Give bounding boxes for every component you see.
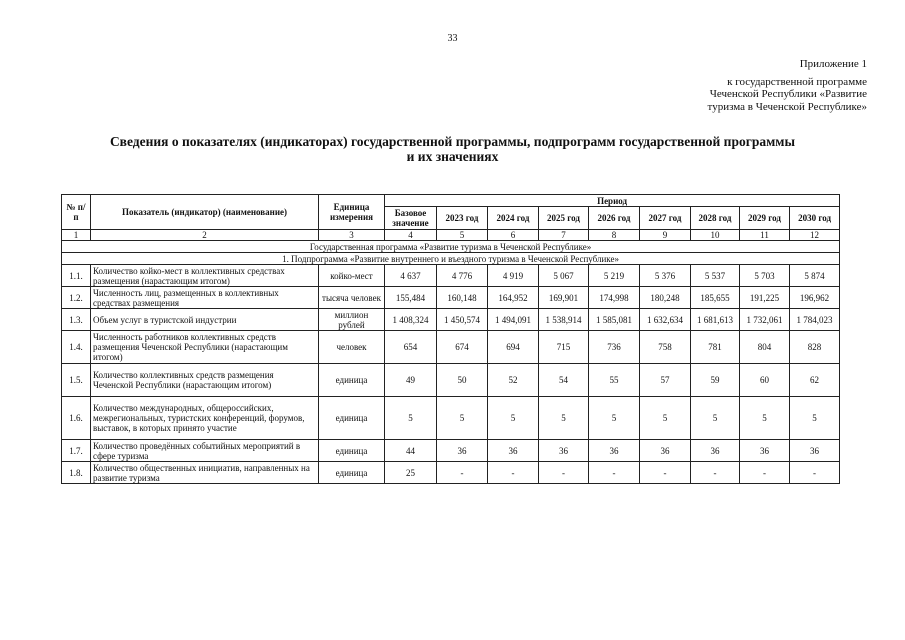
value-cell: 5 — [790, 397, 840, 440]
row-number: 1.5. — [62, 364, 91, 397]
unit-cell: тысяча человек — [319, 287, 385, 309]
column-number: 10 — [691, 230, 740, 241]
table-row — [62, 397, 840, 440]
header-year: 2025 год — [539, 207, 589, 230]
value-cell: 804 — [740, 331, 790, 364]
unit-cell: единица — [319, 397, 385, 440]
column-number: 8 — [589, 230, 640, 241]
value-cell: 54 — [539, 364, 589, 397]
row-number: 1.1. — [62, 265, 91, 287]
value-cell: 36 — [437, 440, 488, 462]
value-cell: 5 — [589, 397, 640, 440]
value-cell: 5 — [539, 397, 589, 440]
header-base: Базовое значение — [385, 207, 437, 230]
column-number: 4 — [385, 230, 437, 241]
appendix-line: Чеченской Республики «Развитие — [709, 88, 867, 100]
value-cell: - — [437, 462, 488, 484]
value-cell: 5 219 — [589, 265, 640, 287]
table-row — [62, 462, 840, 484]
column-number: 12 — [790, 230, 840, 241]
appendix-line: туризма в Чеченской Республике» — [707, 100, 867, 113]
subprogram-row — [62, 253, 840, 265]
header-year: 2030 год — [790, 207, 840, 230]
header-year: 2023 год — [437, 207, 488, 230]
value-cell: 5 — [691, 397, 740, 440]
value-cell: 36 — [488, 440, 539, 462]
value-cell: 781 — [691, 331, 740, 364]
column-number: 1 — [62, 230, 91, 241]
value-cell: 1 408,324 — [385, 309, 437, 331]
value-cell: 55 — [589, 364, 640, 397]
header-num: № п/п — [62, 195, 91, 230]
value-cell: 828 — [790, 331, 840, 364]
value-cell: - — [589, 462, 640, 484]
value-cell: 191,225 — [740, 287, 790, 309]
appendix-line: к государственной программе — [727, 75, 867, 88]
value-cell: 4 776 — [437, 265, 488, 287]
value-cell: 736 — [589, 331, 640, 364]
unit-cell: единица — [319, 462, 385, 484]
value-cell: 62 — [790, 364, 840, 397]
header-period: Период — [385, 195, 840, 207]
value-cell: 1 784,023 — [790, 309, 840, 331]
value-cell: 36 — [691, 440, 740, 462]
value-cell: - — [740, 462, 790, 484]
indicator-name: Численность работников коллективных средств размещения Чеченской Республики (нарастающим итогом) — [91, 331, 319, 364]
value-cell: 5 — [740, 397, 790, 440]
value-cell: 758 — [640, 331, 691, 364]
value-cell: 5 537 — [691, 265, 740, 287]
value-cell: 180,248 — [640, 287, 691, 309]
value-cell: 674 — [437, 331, 488, 364]
document-title — [40, 134, 865, 164]
value-cell: 1 494,091 — [488, 309, 539, 331]
unit-cell: единица — [319, 364, 385, 397]
value-cell: - — [488, 462, 539, 484]
program-title: Государственная программа «Развитие туризма в Чеченской Республике» — [62, 241, 840, 253]
value-cell: 5 067 — [539, 265, 589, 287]
value-cell: 36 — [539, 440, 589, 462]
row-number: 1.6. — [62, 397, 91, 440]
value-cell: 160,148 — [437, 287, 488, 309]
header-indicator: Показатель (индикатор) (наименование) — [91, 195, 319, 230]
value-cell: 5 — [640, 397, 691, 440]
value-cell: 5 — [385, 397, 437, 440]
value-cell: 164,952 — [488, 287, 539, 309]
indicator-name: Количество койко-мест в коллективных средствах размещения (нарастающим итогом) — [91, 265, 319, 287]
value-cell: 174,998 — [589, 287, 640, 309]
value-cell: 57 — [640, 364, 691, 397]
document-title-line: и их значениях — [406, 149, 499, 164]
table-row — [62, 287, 840, 309]
header-row — [62, 195, 840, 207]
value-cell: 60 — [740, 364, 790, 397]
value-cell: 5 — [488, 397, 539, 440]
value-cell: 185,655 — [691, 287, 740, 309]
appendix-block — [708, 58, 867, 113]
indicator-name: Количество международных, общероссийских, межрегиональных, туристских конференций, форумов, выставок, в которых принято участие — [91, 397, 319, 440]
header-year: 2029 год — [740, 207, 790, 230]
column-number: 5 — [437, 230, 488, 241]
value-cell: 1 632,634 — [640, 309, 691, 331]
value-cell: 654 — [385, 331, 437, 364]
table-row — [62, 331, 840, 364]
value-cell: 155,484 — [385, 287, 437, 309]
indicator-name: Количество проведённых событийных мероприятий в сфере туризма — [91, 440, 319, 462]
value-cell: 36 — [740, 440, 790, 462]
page-number: 33 — [447, 33, 458, 44]
column-number: 6 — [488, 230, 539, 241]
unit-cell: человек — [319, 331, 385, 364]
value-cell: 715 — [539, 331, 589, 364]
column-number: 3 — [319, 230, 385, 241]
value-cell: 25 — [385, 462, 437, 484]
program-row — [62, 241, 840, 253]
value-cell: - — [539, 462, 589, 484]
header-year: 2026 год — [589, 207, 640, 230]
table-row — [62, 265, 840, 287]
value-cell: 36 — [640, 440, 691, 462]
table-row — [62, 309, 840, 331]
column-number: 2 — [91, 230, 319, 241]
value-cell: 694 — [488, 331, 539, 364]
value-cell: - — [640, 462, 691, 484]
indicator-name: Количество коллективных средств размещения Чеченской Республики (нарастающим итогом) — [91, 364, 319, 397]
value-cell: 4 919 — [488, 265, 539, 287]
unit-cell: миллион рублей — [319, 309, 385, 331]
value-cell: 5 703 — [740, 265, 790, 287]
value-cell: 1 538,914 — [539, 309, 589, 331]
header-year: 2028 год — [691, 207, 740, 230]
row-number: 1.4. — [62, 331, 91, 364]
row-number: 1.8. — [62, 462, 91, 484]
value-cell: 1 450,574 — [437, 309, 488, 331]
table-row — [62, 364, 840, 397]
indicators-table — [61, 194, 840, 484]
document-title-line: Сведения о показателях (индикаторах) государственной программы, подпрограмм государственной программы — [109, 134, 796, 149]
indicator-name: Количество общественных инициатив, направленных на развитие туризма — [91, 462, 319, 484]
table-row — [62, 440, 840, 462]
value-cell: 49 — [385, 364, 437, 397]
value-cell: - — [790, 462, 840, 484]
row-number: 1.7. — [62, 440, 91, 462]
header-year: 2024 год — [488, 207, 539, 230]
value-cell: 196,962 — [790, 287, 840, 309]
row-number: 1.3. — [62, 309, 91, 331]
value-cell: 5 376 — [640, 265, 691, 287]
subprogram-title: 1. Подпрограмма «Развитие внутреннего и въездного туризма в Чеченской Республике» — [62, 253, 840, 265]
value-cell: 44 — [385, 440, 437, 462]
appendix-title: Приложение 1 — [799, 58, 867, 70]
value-cell: 169,901 — [539, 287, 589, 309]
column-number: 11 — [740, 230, 790, 241]
header-unit: Единица измерения — [319, 195, 385, 230]
value-cell: 4 637 — [385, 265, 437, 287]
value-cell: 1 585,081 — [589, 309, 640, 331]
unit-cell: единица — [319, 440, 385, 462]
indicator-name: Численность лиц, размещенных в коллективных средствах размещения — [91, 287, 319, 309]
header-year: 2027 год — [640, 207, 691, 230]
value-cell: - — [691, 462, 740, 484]
column-number: 7 — [539, 230, 589, 241]
value-cell: 50 — [437, 364, 488, 397]
value-cell: 52 — [488, 364, 539, 397]
value-cell: 1 732,061 — [740, 309, 790, 331]
indicator-name: Объем услуг в туристской индустрии — [91, 309, 319, 331]
row-number: 1.2. — [62, 287, 91, 309]
value-cell: 36 — [589, 440, 640, 462]
column-number: 9 — [640, 230, 691, 241]
value-cell: 36 — [790, 440, 840, 462]
value-cell: 1 681,613 — [691, 309, 740, 331]
unit-cell: койко-мест — [319, 265, 385, 287]
value-cell: 59 — [691, 364, 740, 397]
value-cell: 5 — [437, 397, 488, 440]
value-cell: 5 874 — [790, 265, 840, 287]
column-number-row — [62, 230, 840, 241]
